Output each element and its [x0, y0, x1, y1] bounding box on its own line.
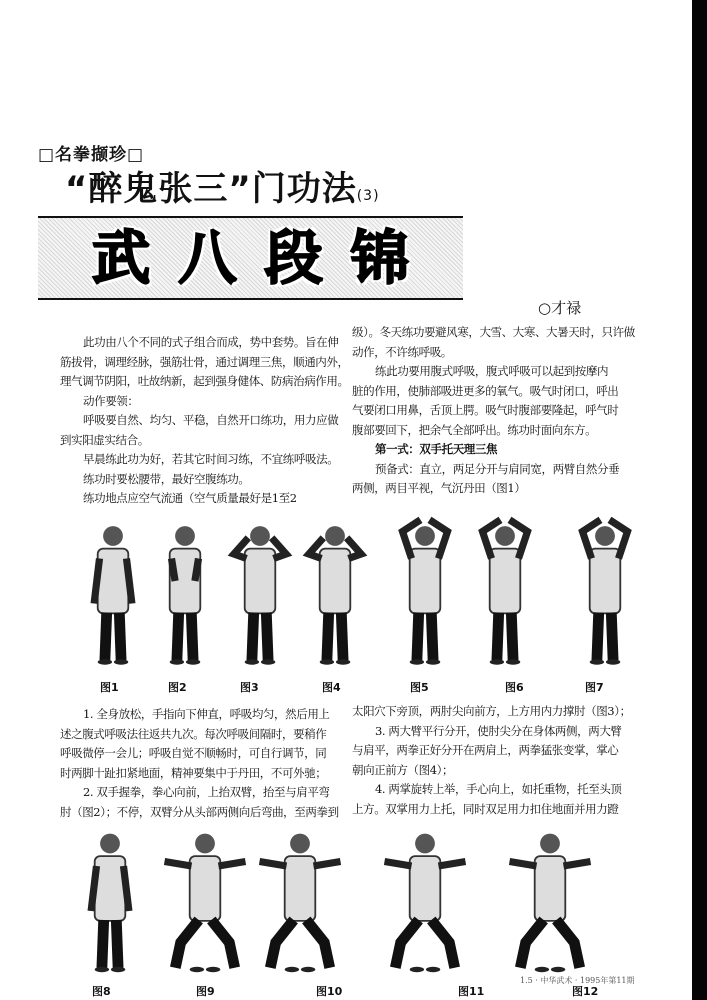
scan-edge-border	[692, 0, 707, 1000]
figure-caption: 图5	[410, 681, 429, 694]
column-tag: □名拳撷珍□	[38, 145, 145, 165]
figure-caption: 图9	[196, 985, 215, 998]
text-line: 腹部要回下，把余气全部呼出。练功时面向东方。	[352, 422, 597, 437]
text-line: 与肩平，两拳正好分开在两肩上，两拳猛张变掌，掌心	[352, 743, 619, 757]
exercise-photo	[505, 820, 595, 979]
article-title	[65, 168, 380, 217]
title-text: “醉鬼张三”门功法	[65, 169, 357, 209]
exercise-photo	[560, 505, 650, 679]
text-line: 1. 全身放松，手指向下伸直，呼吸均匀，然后用上	[83, 707, 330, 721]
banner-char: 八	[178, 224, 237, 292]
title-banner	[38, 216, 463, 300]
figure-caption: 图7	[585, 681, 604, 694]
text-line: 时两脚十趾扣紧地面，精神要集中于丹田，不可外驰；	[60, 765, 327, 780]
text-line: 4. 两掌旋转上举，手心向上，如托重物，托至头顶	[375, 782, 622, 796]
text-line: 动作，不许练呼吸。	[352, 344, 452, 359]
text-line: 呼吸要自然、均匀、平稳，自然开口练功，用力应做	[83, 413, 339, 427]
figure-caption: 图3	[240, 681, 259, 694]
text-line: 练此功要用腹式呼吸，腹式呼吸可以起到按摩内	[375, 364, 609, 378]
text-line: 述之腹式呼吸法往返共九次。每次呼吸间隔时，要稍作	[60, 726, 327, 741]
exercise-photo	[160, 820, 250, 979]
body-text-right-2	[352, 702, 672, 819]
figure-caption: 图8	[92, 985, 111, 998]
text-line: 练功时要松腰带，最好空腹练功。	[83, 471, 250, 486]
page-footer: 1.5 · 中华武术 · 1995年第11期	[520, 976, 635, 985]
body-text-right-1	[352, 323, 672, 499]
body-text-left-1	[60, 333, 348, 509]
text-line: 朝向正前方（图4）；	[352, 762, 454, 777]
text-line: 上方。双掌用力上托，同时双足用力扣住地面并用力蹬	[352, 801, 619, 816]
exercise-photo	[380, 505, 470, 679]
exercise-photo	[290, 505, 380, 679]
exercise-photo	[460, 505, 550, 679]
figure-caption: 图6	[505, 681, 524, 694]
figure-caption: 图2	[168, 681, 187, 694]
text-line: 气要闭口用鼻，舌顶上腭。吸气时腹部要隆起，呼气时	[352, 403, 619, 417]
banner-title	[38, 218, 463, 298]
text-line: 脏的作用，使肺部吸进更多的氧气。吸气时闭口，呼出	[352, 383, 619, 398]
figure-caption: 图11	[458, 985, 485, 998]
exercise-photo	[255, 820, 345, 979]
text-line: 动作要领：	[83, 393, 139, 408]
text-line: 此功由八个不同的式子组合而成，势中套势。旨在伸	[83, 335, 339, 349]
exercise-photo	[380, 820, 470, 979]
text-line: 3. 两大臂平行分开，使肘尖分在身体两侧，两大臂	[375, 723, 622, 738]
figure-caption: 图1	[100, 681, 119, 694]
body-text-left-2	[60, 705, 348, 822]
banner-char: 段	[264, 224, 323, 292]
banner-char: 武	[92, 224, 151, 292]
title-part-number: (3)	[356, 188, 380, 204]
figure-caption: 图12	[572, 985, 599, 998]
text-line: 肘（图2）；不停，双臂分从头部两侧向后弯曲，至两拳到	[60, 804, 339, 819]
banner-char: 锦	[350, 224, 409, 292]
text-line: 两侧，两目平视，气沉丹田（图1）	[352, 481, 526, 495]
text-line: 太阳穴下旁顶，两肘尖向前方，上方用内力撑肘（图3）；	[352, 704, 631, 718]
text-line: 呼吸微停一会儿；呼吸自觉不顺畅时，可自行调节，同	[60, 746, 327, 760]
text-line: 练功地点应空气流通（空气质量最好是1至2	[83, 491, 297, 505]
author-byline: ○才禄	[538, 299, 582, 317]
text-line: 2. 双手握拳，拳心向前，上抬双臂，抬至与肩平弯	[83, 785, 330, 799]
text-line: 理气调节阴阳，吐故纳新，起到强身健体、防病治病作用。	[60, 374, 349, 388]
text-line: 到实阳虚实结合。	[60, 432, 149, 447]
figure-caption: 图10	[316, 985, 343, 998]
section-heading: 第一式：双手托天理三焦	[375, 442, 498, 456]
text-line: 筋拔骨，调理经脉，强筋壮骨，通过调理三焦，顺通内外，	[60, 354, 349, 369]
figure-caption: 图4	[322, 681, 341, 694]
text-line: 级）。冬天练功要避风寒，大雪、大寒、大暑天时，只许做	[352, 325, 635, 339]
text-line: 预备式：直立，两足分开与肩同宽，两臂自然分垂	[375, 461, 620, 476]
exercise-photo	[65, 820, 155, 979]
text-line: 早晨练此功为好，若其它时间习练，不宜练呼吸法。	[83, 452, 339, 466]
